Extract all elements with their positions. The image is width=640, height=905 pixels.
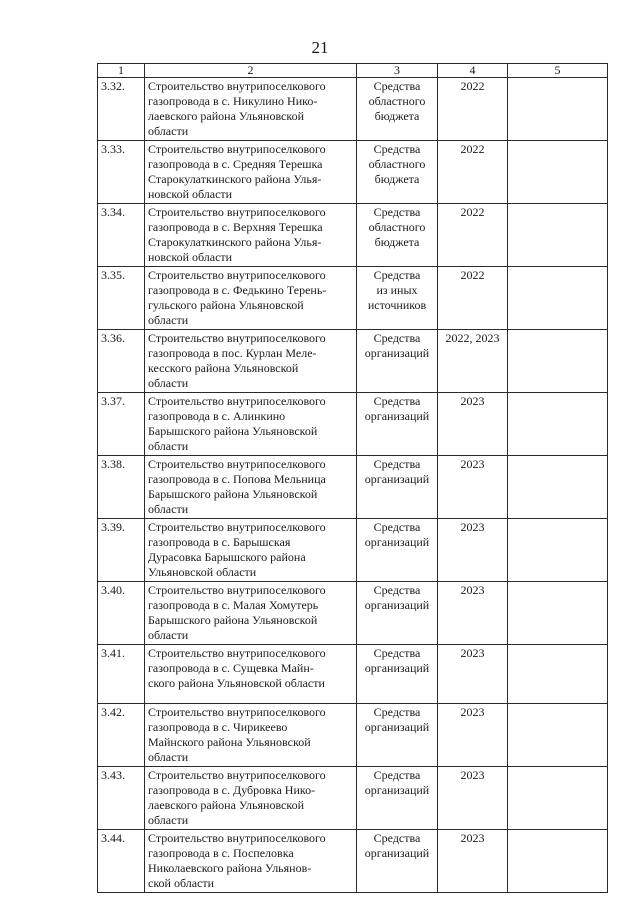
implementation-year: 2023 (438, 704, 508, 767)
description-line: Строительство внутрипоселкового (148, 142, 326, 156)
description-line: лаевского района Ульяновской (148, 109, 305, 123)
note-cell (508, 830, 608, 893)
item-number: 3.43. (98, 767, 145, 830)
note-cell (508, 330, 608, 393)
description-line: области (148, 124, 189, 138)
item-description (145, 330, 357, 393)
funding-source-line: Средства (373, 705, 421, 719)
item-number: 3.38. (98, 456, 145, 519)
item-description (145, 456, 357, 519)
note-cell (508, 582, 608, 645)
implementation-year: 2022 (438, 141, 508, 204)
column-header-2: 2 (145, 64, 357, 78)
description-line: области (148, 813, 189, 827)
item-description (145, 78, 357, 141)
note-cell (508, 645, 608, 704)
description-line: Старокулаткинского района Улья- (148, 235, 322, 249)
description-line: Барышского района Ульяновской (148, 613, 318, 627)
header-row (98, 64, 608, 78)
funding-source-line: областного (368, 157, 426, 171)
item-description (145, 141, 357, 204)
description-line: Строительство внутрипоселкового (148, 831, 326, 845)
description-line: газопровода в с. Верхняя Терешка (148, 220, 323, 234)
implementation-year: 2023 (438, 456, 508, 519)
funding-source-line: организаций (364, 783, 430, 797)
item-number: 3.33. (98, 141, 145, 204)
table-row (98, 204, 608, 267)
description-line: Дурасовка Барышского района (148, 550, 306, 564)
column-header-5: 5 (508, 64, 608, 78)
description-line: газопровода в с. Малая Хомутерь (148, 598, 319, 612)
implementation-year: 2022 (438, 267, 508, 330)
description-line: газопровода в с. Средняя Терешка (148, 157, 323, 171)
funding-source-line: источников (367, 298, 427, 312)
funding-source-line: организаций (364, 535, 430, 549)
description-line: области (148, 750, 189, 764)
funding-source-line: бюджета (374, 235, 420, 249)
item-number: 3.37. (98, 393, 145, 456)
funding-source (357, 456, 438, 519)
description-line: Барышского района Ульяновской (148, 424, 318, 438)
funding-source (357, 204, 438, 267)
item-description (145, 645, 357, 704)
program-table (97, 63, 608, 893)
funding-source-line: Средства (373, 142, 421, 156)
note-cell (508, 141, 608, 204)
description-line: газопровода в с. Алинкино (148, 409, 286, 423)
funding-source-line: Средства (373, 457, 421, 471)
item-number: 3.36. (98, 330, 145, 393)
description-line: газопровода в с. Барышская (148, 535, 291, 549)
funding-source-line: организаций (364, 661, 430, 675)
implementation-year: 2022 (438, 78, 508, 141)
funding-source (357, 830, 438, 893)
description-line: Строительство внутрипоселкового (148, 768, 326, 782)
funding-source-line: из иных (376, 283, 418, 297)
item-description (145, 204, 357, 267)
funding-source-line: Средства (373, 768, 421, 782)
note-cell (508, 267, 608, 330)
description-line: Строительство внутрипоселкового (148, 331, 326, 345)
description-line: Строительство внутрипоселкового (148, 705, 326, 719)
description-line: газопровода в пос. Курлан Меле- (148, 346, 317, 360)
funding-source-line: организаций (364, 409, 430, 423)
implementation-year: 2023 (438, 830, 508, 893)
description-line: газопровода в с. Попова Мельница (148, 472, 326, 486)
funding-source-line: организаций (364, 346, 430, 360)
funding-source (357, 78, 438, 141)
funding-source-line: бюджета (374, 172, 420, 186)
note-cell (508, 456, 608, 519)
description-line: Николаевского района Ульянов- (148, 861, 312, 875)
note-cell (508, 704, 608, 767)
note-cell (508, 204, 608, 267)
item-number: 3.41. (98, 645, 145, 704)
funding-source (357, 330, 438, 393)
description-line: газопровода в с. Чирикеево (148, 720, 288, 734)
page-number: 21 (311, 38, 329, 57)
table-row (98, 78, 608, 141)
item-description (145, 582, 357, 645)
item-number: 3.32. (98, 78, 145, 141)
note-cell (508, 393, 608, 456)
implementation-year: 2022, 2023 (438, 330, 508, 393)
funding-source-line: бюджета (374, 109, 420, 123)
description-line: Строительство внутрипоселкового (148, 205, 326, 219)
table-row (98, 267, 608, 330)
item-number: 3.34. (98, 204, 145, 267)
description-line: Строительство внутрипоселкового (148, 583, 326, 597)
table-row (98, 393, 608, 456)
description-line: ского района Ульяновской области (148, 676, 325, 690)
funding-source (357, 582, 438, 645)
description-line: новской области (148, 187, 233, 201)
description-line: области (148, 313, 189, 327)
description-line: ской области (148, 876, 215, 890)
table-row (98, 830, 608, 893)
column-header-3: 3 (357, 64, 438, 78)
implementation-year: 2023 (438, 645, 508, 704)
item-number: 3.35. (98, 267, 145, 330)
note-cell (508, 519, 608, 582)
implementation-year: 2023 (438, 767, 508, 830)
funding-source-line: организаций (364, 598, 430, 612)
description-line: области (148, 502, 189, 516)
funding-source (357, 519, 438, 582)
description-line: Строительство внутрипоселкового (148, 520, 326, 534)
description-line: Барышского района Ульяновской (148, 487, 318, 501)
description-line: Строительство внутрипоселкового (148, 394, 326, 408)
item-number: 3.42. (98, 704, 145, 767)
funding-source-line: Средства (373, 520, 421, 534)
item-number: 3.44. (98, 830, 145, 893)
funding-source-line: областного (368, 94, 426, 108)
funding-source-line: организаций (364, 472, 430, 486)
funding-source (357, 645, 438, 704)
implementation-year: 2023 (438, 519, 508, 582)
implementation-year: 2023 (438, 582, 508, 645)
table-row (98, 456, 608, 519)
funding-source-line: Средства (373, 331, 421, 345)
note-cell (508, 767, 608, 830)
description-line: новской области (148, 250, 233, 264)
table-body (98, 78, 608, 893)
description-line: Старокулаткинского района Улья- (148, 172, 322, 186)
item-description (145, 767, 357, 830)
table-row (98, 582, 608, 645)
funding-source (357, 767, 438, 830)
description-line: газопровода в с. Сущевка Майн- (148, 661, 314, 675)
description-line: области (148, 628, 189, 642)
funding-source (357, 704, 438, 767)
item-number: 3.40. (98, 582, 145, 645)
table-row (98, 645, 608, 704)
funding-source-line: Средства (373, 268, 421, 282)
funding-source-line: организаций (364, 846, 430, 860)
funding-source (357, 267, 438, 330)
description-line: Ульяновской области (148, 565, 257, 579)
description-line: лаевского района Ульяновской (148, 798, 305, 812)
table-row (98, 141, 608, 204)
table-row (98, 704, 608, 767)
table-row (98, 519, 608, 582)
description-line: газопровода в с. Никулино Нико- (148, 94, 318, 108)
table-row (98, 767, 608, 830)
funding-source-line: Средства (373, 205, 421, 219)
column-header-4: 4 (438, 64, 508, 78)
description-line: Строительство внутрипоселкового (148, 646, 326, 660)
description-line: Майнского района Ульяновской (148, 735, 311, 749)
description-line: Строительство внутрипоселкового (148, 79, 326, 93)
description-line: гульского района Ульяновской (148, 298, 304, 312)
funding-source (357, 393, 438, 456)
description-line: Строительство внутрипоселкового (148, 457, 326, 471)
funding-source-line: Средства (373, 394, 421, 408)
table-row (98, 330, 608, 393)
description-line: газопровода в с. Дубровка Нико- (148, 783, 316, 797)
description-line: Строительство внутрипоселкового (148, 268, 326, 282)
item-description (145, 830, 357, 893)
description-line: области (148, 439, 189, 453)
funding-source-line: Средства (373, 583, 421, 597)
funding-source-line: Средства (373, 646, 421, 660)
description-line: кесского района Ульяновской (148, 361, 299, 375)
funding-source-line: областного (368, 220, 426, 234)
funding-source-line: Средства (373, 831, 421, 845)
description-line: газопровода в с. Поспеловка (148, 846, 294, 860)
item-description (145, 519, 357, 582)
description-line: газопровода в с. Федькино Терень- (148, 283, 327, 297)
implementation-year: 2023 (438, 393, 508, 456)
item-description (145, 267, 357, 330)
note-cell (508, 78, 608, 141)
funding-source-line: организаций (364, 720, 430, 734)
column-header-1: 1 (98, 64, 145, 78)
item-description (145, 393, 357, 456)
funding-source-line: Средства (373, 79, 421, 93)
item-number: 3.39. (98, 519, 145, 582)
item-description (145, 704, 357, 767)
implementation-year: 2022 (438, 204, 508, 267)
description-line: области (148, 376, 189, 390)
funding-source (357, 141, 438, 204)
